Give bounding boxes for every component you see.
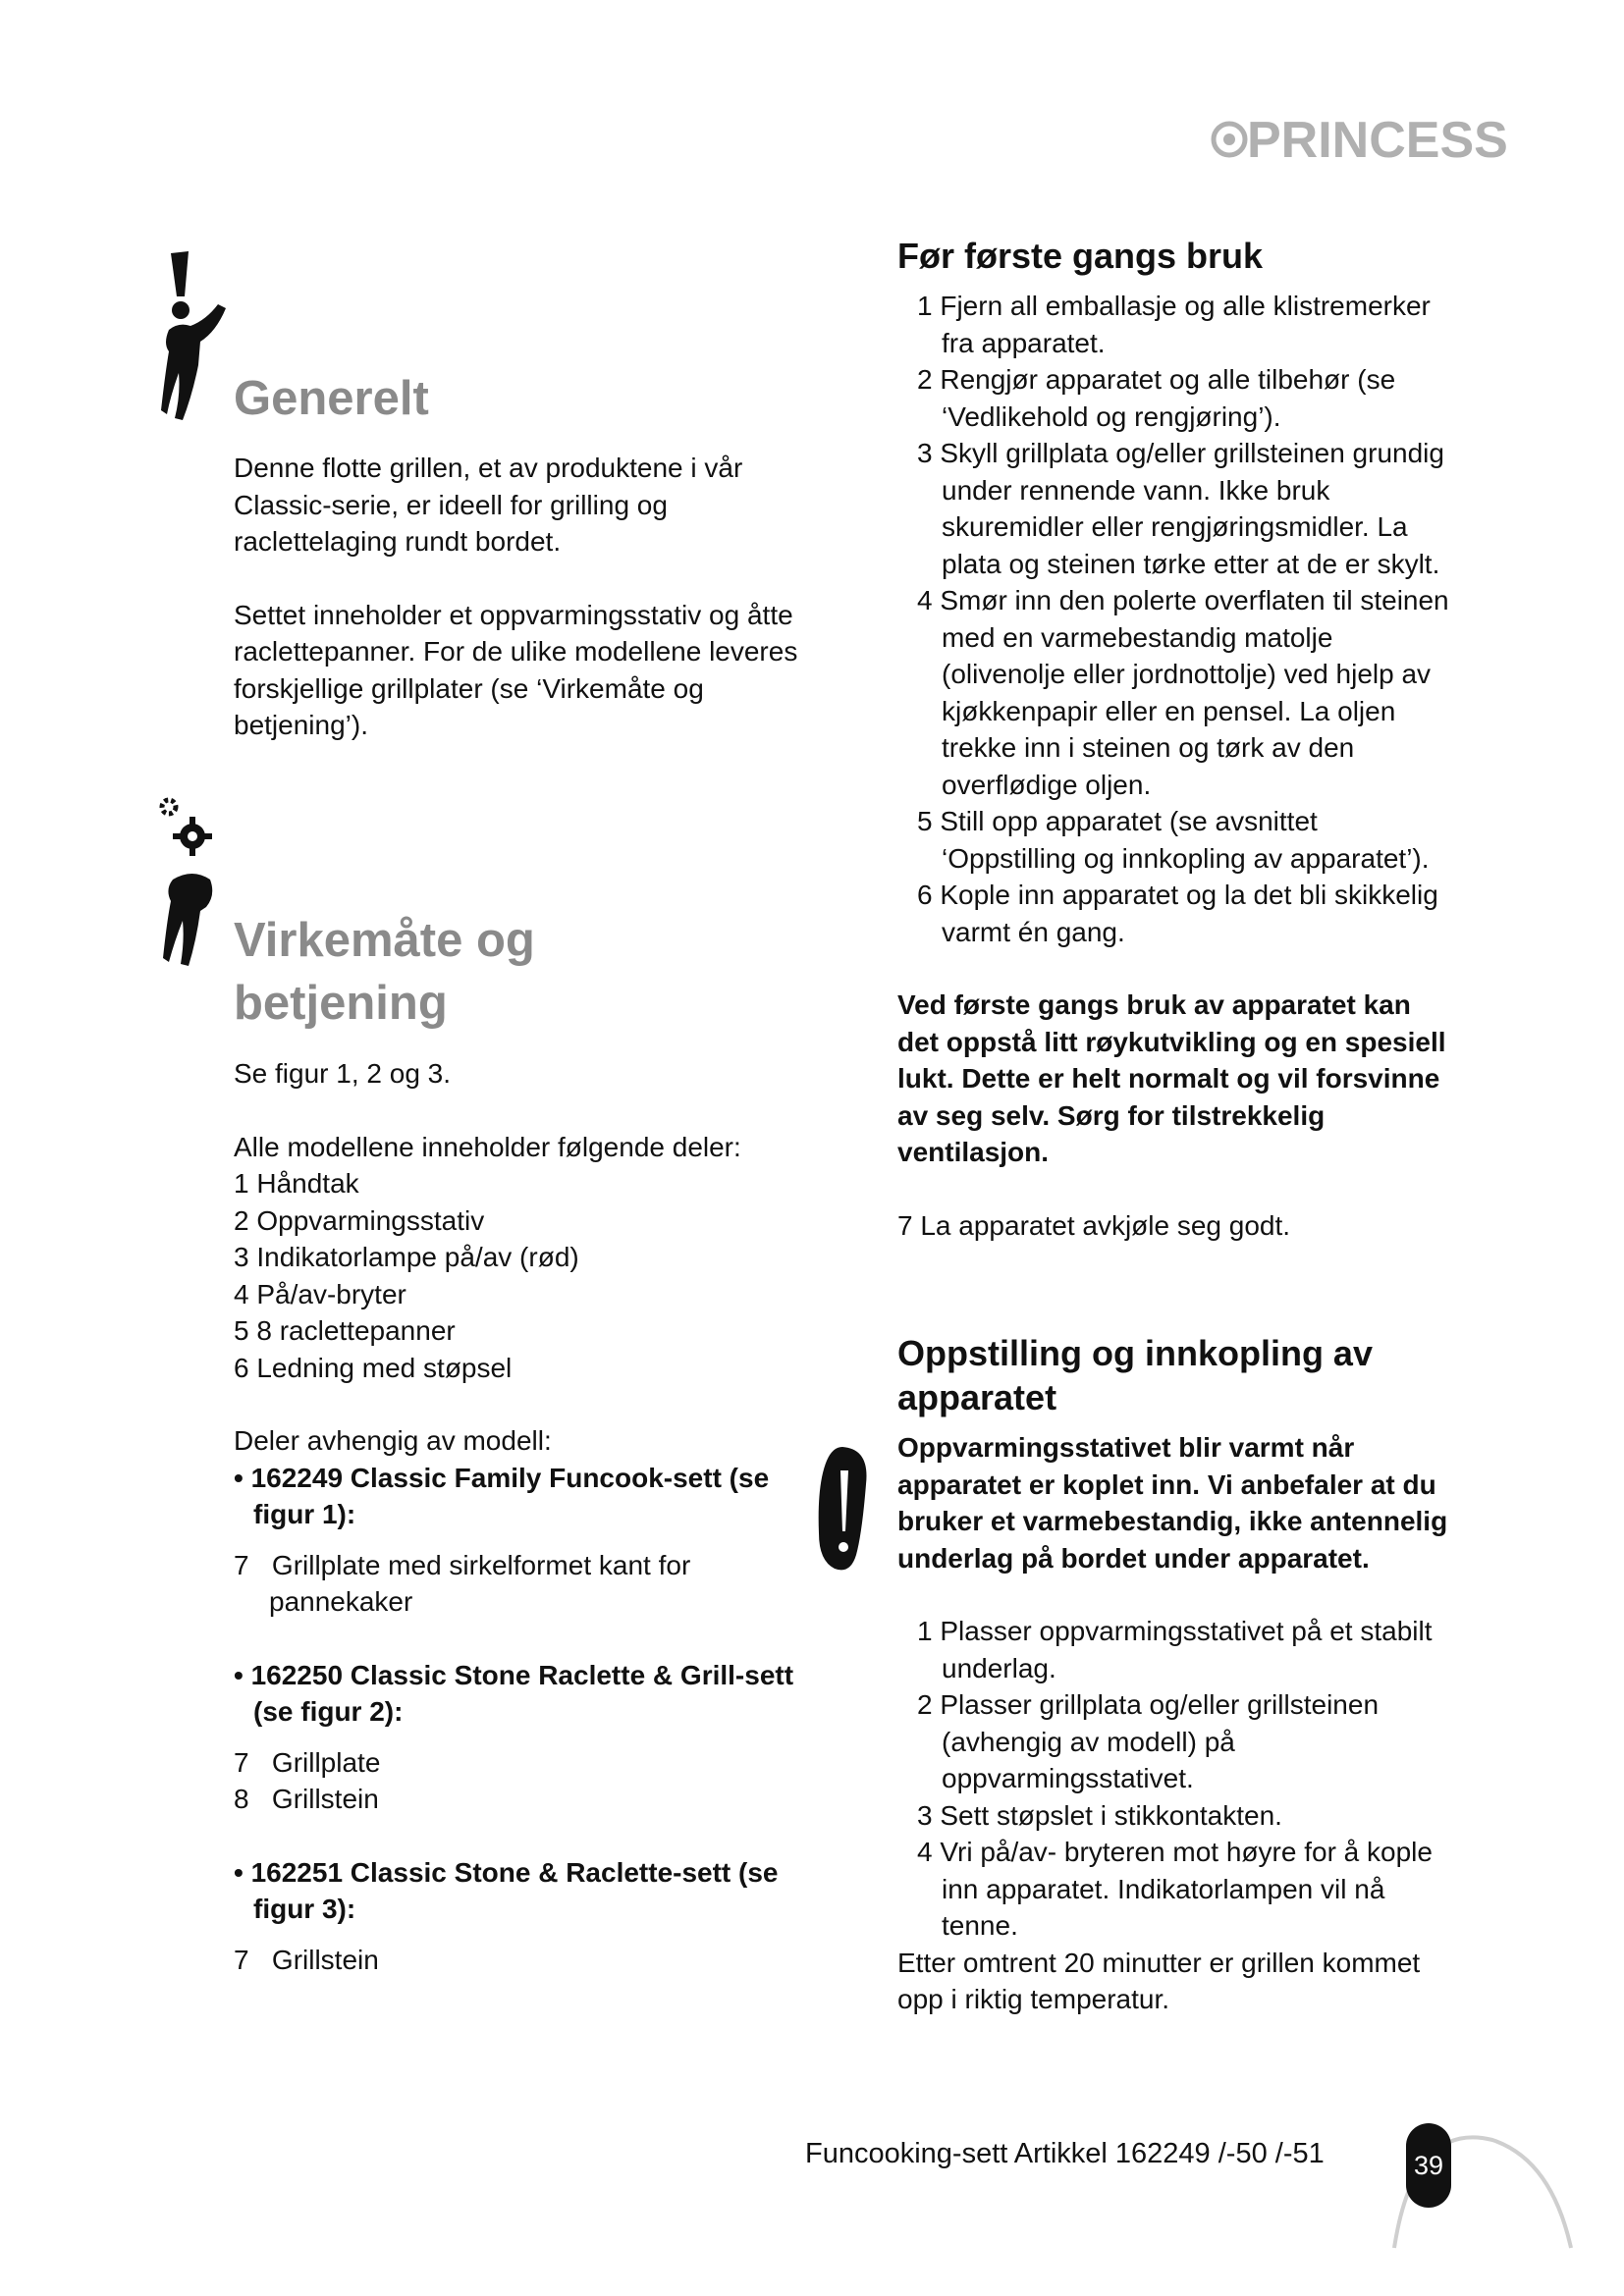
setup-step: 2 Plasser grillplata og/eller grillsteinen (avhengig av modell) på oppvarmingsstativet. [917, 1689, 1380, 1793]
part-item: 2 Oppvarmingsstativ [234, 1204, 485, 1236]
setup-step: 3 Sett støpslet i stikkontakten. [917, 1799, 1282, 1831]
generelt-heading: Generelt [234, 372, 429, 425]
section-setup [897, 1331, 1487, 1419]
model-162250-item: 8 Grillstein [234, 1784, 379, 1814]
info-figure-icon [157, 247, 236, 424]
part-item: 5 8 raclettepanner [234, 1315, 456, 1346]
gear-figure-icon [157, 793, 236, 970]
virkemate-heading-line-2: betjening [234, 977, 448, 1030]
footer-article-text: Funcooking-sett Artikkel 162249 /-50 /-51 [805, 2138, 1325, 2169]
first-use-step: 4 Smør inn den polerte overflaten til steinen med en varmebestandig matolje (olivenolje eller jordnottolje) ved hjelp av kjøkkenpapir eller en pensel. La oljen trekke inn i steinen og tørk av den overflødige oljen. [917, 585, 1449, 800]
section-generelt [234, 367, 803, 430]
generelt-paragraph-2: Settet inneholder et oppvarmingsstativ og åtte raclettepanner. For de ulike modellene leveres forskjellige grillplater (se ‘Virkemåte og betjening’). [234, 599, 798, 740]
model-162249-item: 7 Grillplate med sirkelformet kant for pannekaker [234, 1549, 699, 1617]
model-heading-162249: • 162249 Classic Family Funcook-sett (se figur 1): [234, 1462, 770, 1529]
logo-wordmark: PRINCESS [1247, 112, 1508, 169]
first-use-note: Ved første gangs bruk av apparatet kan det oppstå litt røykutvikling og en spesiell lukt. Dette er helt normalt og vil forsvinne av seg selv. Sørg for tilstrekkelig ventilasjon. [897, 989, 1446, 1167]
first-use-step-7: 7 La apparatet avkjøle seg godt. [897, 1209, 1291, 1241]
generelt-paragraph-1: Denne flotte grillen, et av produktene i vår Classic-serie, er ideell for grilling og raclettelaging rundt bordet. [234, 453, 743, 557]
setup-closing: Etter omtrent 20 minutter er grillen kommet opp i riktig temperatur. [897, 1947, 1421, 2014]
first-use-step: 2 Rengjør apparatet og alle tilbehør (se ‘Vedlikehold og rengjøring’). [917, 364, 1396, 432]
first-use-step: 3 Skyll grillplata og/eller grillsteinen grundig under rennende vann. Ikke bruk skuremidler eller rengjøringsmidler. La plata og steinen tørke etter at de er skylt. [917, 438, 1444, 579]
first-use-step: 5 Still opp apparatet (se avsnittet ‘Oppstilling og innkopling av apparatet’). [917, 806, 1430, 874]
model-heading-162250: • 162250 Classic Stone Raclette & Grill-sett (se figur 2): [234, 1659, 794, 1727]
virkemate-heading-line-1: Virkemåte og [234, 914, 535, 967]
section-first-use [897, 234, 1487, 278]
section-virkemate [234, 909, 823, 1035]
part-item: 3 Indikatorlampe på/av (rød) [234, 1242, 579, 1272]
first-use-body [897, 288, 1457, 1244]
part-item: 6 Ledning med støpsel [234, 1352, 513, 1383]
page-number-badge: 39 [1406, 2123, 1451, 2208]
model-162250-item: 7 Grillplate [234, 1746, 381, 1778]
first-use-step: 1 Fjern all emballasje og alle klistremerker fra apparatet. [917, 291, 1431, 358]
setup-heading-line-2: apparatet [897, 1377, 1057, 1417]
part-item: 1 Håndtak [234, 1168, 359, 1199]
see-figure-text: Se figur 1, 2 og 3. [234, 1058, 452, 1089]
generelt-body [234, 450, 803, 780]
virkemate-body [234, 1055, 823, 1978]
setup-heading-line-1: Oppstilling og innkopling av [897, 1333, 1373, 1373]
first-use-step: 6 Kople inn apparatet og la det bli skikkelig varmt én gang. [917, 880, 1438, 947]
first-use-heading: Før første gangs bruk [897, 236, 1264, 276]
princess-logo-mark [1210, 102, 1508, 177]
setup-warning: Oppvarmingsstativet blir varmt når apparatet er koplet inn. Vi anbefaler at du bruker et varmebestandig, ikke antennelig underlag på bordet under apparatet. [897, 1432, 1448, 1574]
model-162251-item: 7 Grillstein [234, 1944, 379, 1975]
parts-intro: Alle modellene inneholder følgende deler: [234, 1131, 741, 1162]
model-intro: Deler avhengig av modell: [234, 1425, 552, 1456]
setup-step: 4 Vri på/av- bryteren mot høyre for å kople inn apparatet. Indikatorlampen vil nå tenne. [917, 1837, 1433, 1941]
part-item: 4 På/av-bryter [234, 1278, 406, 1309]
princess-logo [1210, 102, 1508, 177]
setup-body [897, 1429, 1457, 2018]
model-heading-162251: • 162251 Classic Stone & Raclette-sett (se figur 3): [234, 1856, 779, 1924]
setup-step: 1 Plasser oppvarmingsstativet på et stabilt underlag. [917, 1616, 1433, 1683]
